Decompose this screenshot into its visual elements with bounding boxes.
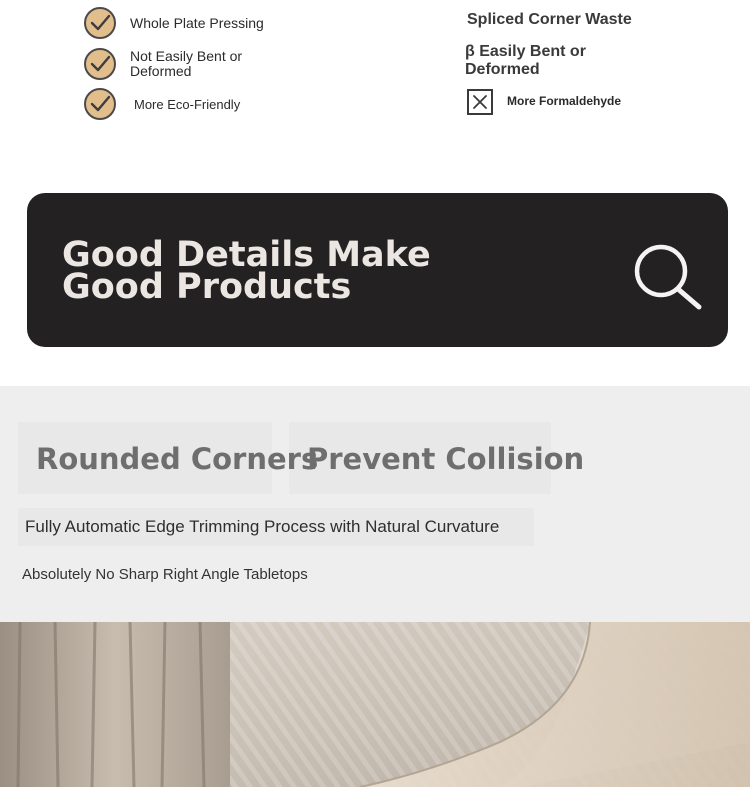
check-icon xyxy=(84,48,116,80)
good-item-label: Not Easily Bent or Deformed xyxy=(130,48,243,79)
tabletop-image xyxy=(0,622,750,787)
search-icon xyxy=(633,243,703,313)
banner-title: Good Details Make Good Products xyxy=(62,235,431,307)
comparison-section xyxy=(0,0,750,150)
good-item-rigid xyxy=(84,48,260,80)
details-banner xyxy=(27,193,728,347)
good-item-label: Whole Plate Pressing xyxy=(130,14,264,31)
heading-rounded-corners: Rounded Corners xyxy=(36,442,319,476)
bad-item-bent: β Easily Bent or Deformed xyxy=(465,43,586,78)
bad-item-formaldehyde: More Formaldehyde xyxy=(507,94,622,108)
good-item-eco xyxy=(84,88,240,120)
check-icon xyxy=(84,7,116,39)
good-item-label: More Eco-Friendly xyxy=(134,96,241,112)
x-box-icon xyxy=(467,89,493,115)
heading-prevent-collision: Prevent Collision xyxy=(307,442,585,476)
features-band xyxy=(0,386,750,622)
product-photo xyxy=(0,622,750,787)
check-icon xyxy=(84,88,116,120)
feature-line-trimming: Fully Automatic Edge Trimming Process with Natural Curvature xyxy=(25,517,500,536)
feature-line-no-sharp: Absolutely No Sharp Right Angle Tabletops xyxy=(22,566,308,583)
good-item-pressing xyxy=(84,7,264,39)
bad-item-spliced: Spliced Corner Waste xyxy=(467,11,632,28)
